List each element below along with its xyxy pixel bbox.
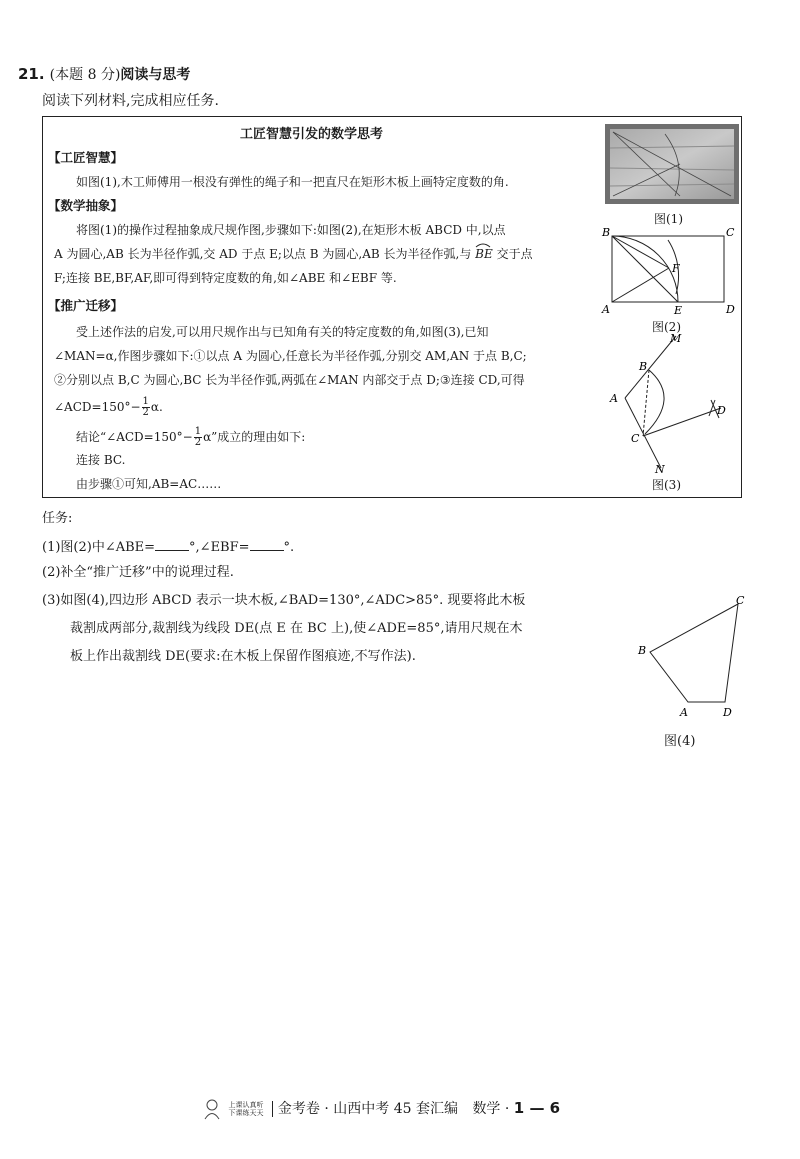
section-generalization-title: 【推广迁移】: [48, 298, 124, 313]
abstraction-line-3: F;连接 BE,BF,AF,即可得到特定度数的角,如∠ABE 和∠EBF 等.: [54, 271, 397, 285]
fig2-label-a: A: [602, 303, 610, 316]
fig3-label-m: M: [670, 332, 682, 345]
fig2-label-b: B: [602, 226, 611, 239]
footer-page-number: 1 — 6: [513, 1099, 561, 1117]
fig2-label-c: C: [726, 226, 735, 239]
question-heading: [18, 64, 190, 84]
conclusion-line: 结论“∠ACD=150°− $\frac{1}{2}$ α”成立的理由如下:: [76, 426, 306, 448]
fig3-label-c: C: [631, 432, 640, 445]
generalization-line-1: 受上述作法的启发,可以用尺规作出与已知角有关的特定度数的角,如图(3),已知: [76, 325, 489, 339]
task-3-line-3: 板上作出裁割线 DE(要求:在木板上保留作图痕迹,不写作法).: [70, 649, 416, 664]
fraction-half-2: $\frac{1}{2}$: [194, 426, 202, 448]
fig4-label-b: B: [638, 644, 647, 657]
fig2-label-e: E: [674, 304, 683, 317]
generalization-line-2: ∠MAN=α,作图步骤如下:①以点 A 为圆心,任意长为半径作弧,分别交 AM,AN 于点 B,C;: [54, 349, 527, 363]
question-title: 阅读与思考: [120, 67, 191, 83]
footer: [200, 1098, 560, 1120]
figure-3: [603, 330, 738, 475]
mascot-logo-icon: [200, 1098, 224, 1120]
tasks-header: 任务:: [42, 511, 73, 526]
fig4-label-d: D: [723, 706, 732, 719]
task-1: (1)图(2)中∠ABE= °,∠EBF= °.: [42, 540, 295, 555]
abstraction-line-1: 将图(1)的操作过程抽象成尺规作图,步骤如下:如图(2),在矩形木板 ABCD 中,以点: [76, 223, 506, 237]
figure-4-caption: 图(4): [664, 734, 696, 749]
fig2-label-f: F: [672, 262, 680, 275]
question-instruction: 阅读下列材料,完成相应任务.: [42, 93, 219, 109]
section-craftsman-text: 如图(1),木工师傅用一根没有弹性的绳子和一把直尺在矩形木板上画特定度数的角.: [76, 175, 509, 189]
footer-book: 金考卷 · 山西中考 45 套汇编: [272, 1101, 458, 1117]
answer-blank-abe[interactable]: [155, 538, 189, 551]
task-3-line-2: 裁割成两部分,裁割线为线段 DE(点 E 在 BC 上),使∠ADE=85°,请用尺规在木: [70, 621, 523, 636]
figure-1-photo: [605, 124, 739, 204]
answer-blank-ebf[interactable]: [250, 538, 284, 551]
footer-slogan: 上课认真听 下课练天天: [228, 1101, 264, 1117]
fig3-label-b: B: [639, 360, 648, 373]
figure-4: [632, 592, 757, 722]
task-3-line-1: (3)如图(4),四边形 ABCD 表示一块木板,∠BAD=130°,∠ADC>85°. 现要将此木板: [42, 593, 526, 608]
proof-line-2: 由步骤①可知,AB=AC……: [76, 477, 222, 491]
section-craftsman-title: 【工匠智慧】: [48, 150, 124, 165]
fig4-label-a: A: [680, 706, 688, 719]
question-meta: (本题 8 分): [49, 67, 121, 83]
footer-subject: 数学 ·: [472, 1101, 510, 1117]
fig2-label-d: D: [726, 303, 735, 316]
question-number: 21.: [18, 65, 45, 83]
figure-2-caption: 图(2): [652, 320, 681, 334]
abstraction-line-2: A 为圆心,AB 长为半径作弧,交 AD 于点 E;以点 B 为圆心,AB 长为半径作弧,与 BE 交于点: [54, 246, 533, 262]
task-2: (2)补全“推广迁移”中的说理过程.: [42, 565, 234, 580]
fig3-label-d: D: [717, 404, 726, 417]
fig3-label-a: A: [610, 392, 618, 405]
figure-1-caption: 图(1): [654, 212, 683, 226]
figure-2: [600, 224, 745, 324]
section-abstraction-title: 【数学抽象】: [48, 198, 124, 213]
fig3-label-n: N: [655, 463, 665, 475]
fraction-half: $\frac{1}{2}$: [142, 396, 149, 418]
fig4-label-c: C: [736, 594, 745, 607]
arc-be: BE: [475, 246, 493, 262]
generalization-line-4: ∠ACD=150°− $\frac{1}{2}$ α.: [54, 396, 163, 418]
figure-3-caption: 图(3): [652, 478, 681, 492]
proof-line-1: 连接 BC.: [76, 453, 126, 467]
generalization-line-3: ②分别以点 B,C 为圆心,BC 长为半径作弧,两弧在∠MAN 内部交于点 D;③连接 CD,可得: [54, 373, 525, 387]
material-title: 工匠智慧引发的数学思考: [240, 127, 384, 142]
